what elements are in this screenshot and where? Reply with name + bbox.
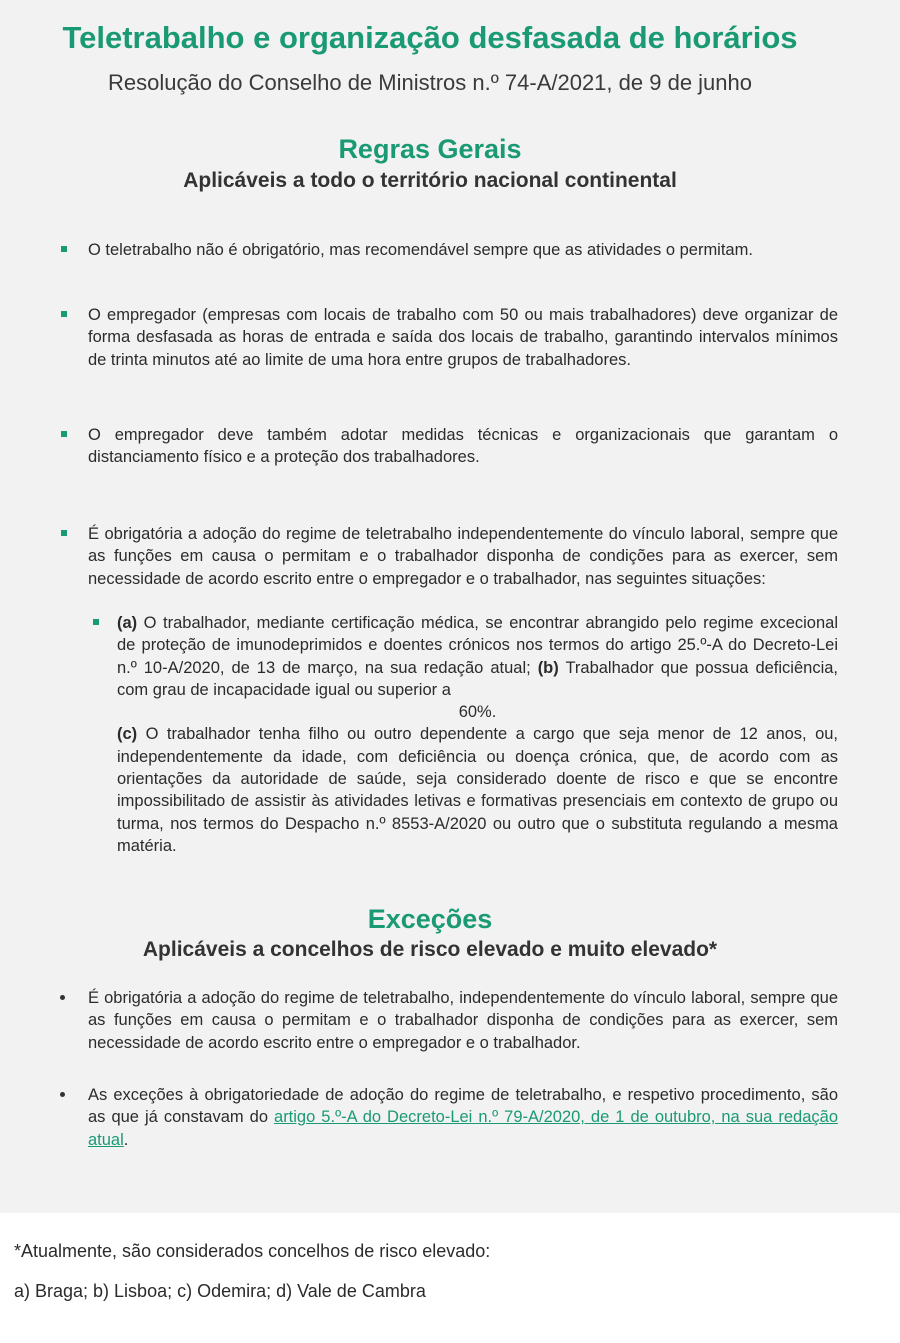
- exceptions-title: Exceções: [367, 904, 493, 934]
- general-item-4-subitems: [117, 612, 838, 857]
- bullet-square-icon: [61, 311, 67, 317]
- general-rules-subtitle: Aplicáveis a todo o território nacional continental: [183, 169, 677, 192]
- general-rules-title: Regras Gerais: [338, 134, 522, 164]
- general-item-1: O teletrabalho não é obrigatório, mas recomendável sempre que as atividades o permitam.: [88, 241, 753, 259]
- exceptions-subtitle: Aplicáveis a concelhos de risco elevado e muito elevado*: [142, 938, 718, 961]
- bullet-square-icon: [61, 530, 67, 536]
- sub-bullet-square-icon: [93, 619, 99, 625]
- bullet-dot-icon: [60, 1092, 65, 1097]
- page-subtitle: Resolução do Conselho de Ministros n.º 74-A/2021, de 9 de junho: [107, 70, 752, 95]
- footnote-line-2: a) Braga; b) Lisboa; c) Odemira; d) Vale de Cambra: [14, 1281, 426, 1301]
- subitem-c-label: (c): [117, 725, 138, 744]
- subitem-b-label: (b): [537, 658, 559, 677]
- footnote-line-1: *Atualmente, são considerados concelhos de risco elevado:: [14, 1241, 491, 1261]
- exceptions-item-1: É obrigatória a adoção do regime de teletrabalho, independentemente do vínculo laboral, sempre que as funções em causa o permitam e o trabalhador disponha de condições para as exercer, sem necessidade de acordo escrito entre o empregador e o trabalhador.: [88, 989, 838, 1052]
- exceptions-item-2-suffix: .: [123, 1130, 129, 1149]
- subitem-b-text: Trabalhador que possua deficiência, com grau de incapacidade igual ou superior a: [117, 658, 838, 699]
- subitem-a-text: O trabalhador, mediante certificação médica, se encontrar abrangido pelo regime excecional de proteção de imunodeprimidos e doentes crónicos nos termos do artigo 25.º-A do Decreto-Lei n.º 10-A/2020, de 13 de março, na sua redação atual;: [117, 614, 838, 677]
- bullet-square-icon: [61, 246, 67, 252]
- subitem-a-label: (a): [117, 614, 138, 632]
- general-item-2: O empregador (empresas com locais de trabalho com 50 ou mais trabalhadores) deve organizar de forma desfasada as horas de entrada e saída dos locais de trabalho, garantindo intervalos mínimos de trinta minutos até ao limite de uma hora entre grupos de trabalhadores.: [88, 306, 838, 369]
- subitem-b-tail: 60%.: [458, 703, 497, 722]
- exceptions-item-2-prefix: As exceções à obrigatoriedade de adoção do regime de teletrabalho, e respetivo procedimento, são as que já constavam do: [88, 1086, 838, 1127]
- subitem-c: [117, 723, 838, 857]
- exceptions-item-2: [88, 1084, 838, 1151]
- bullet-dot-icon: [60, 995, 65, 1000]
- page-title: Teletrabalho e organização desfasada de horários: [62, 20, 798, 55]
- bullet-square-icon: [61, 431, 67, 437]
- subitem-c-text: O trabalhador tenha filho ou outro dependente a cargo que seja menor de 12 anos, ou, independentemente da idade, com deficiência ou doença crónica, que, de acordo com as orientações da autoridade de saúde, seja considerado doente de risco e que se encontre impossibilitado de assistir às atividades letivas e formativas presenciais em contexto de grupo ou turma, nos termos do Despacho n.º 8553-A/2020 ou outro que o substituta regulando a mesma matéria.: [117, 725, 838, 855]
- general-item-4: É obrigatória a adoção do regime de teletrabalho independentemente do vínculo laboral, sempre que as funções em causa o permitam e o trabalhador disponha de condições para as exercer, sem necessidade de acordo escrito entre o empregador e o trabalhador, nas seguintes situações:: [88, 525, 838, 588]
- general-item-3: O empregador deve também adotar medidas técnicas e organizacionais que garantam o distanciamento físico e a proteção dos trabalhadores.: [88, 426, 838, 467]
- decree-law-link[interactable]: artigo 5.º-A do Decreto-Lei n.º 79-A/2020, de 1 de outubro, na sua redação atual: [88, 1108, 838, 1149]
